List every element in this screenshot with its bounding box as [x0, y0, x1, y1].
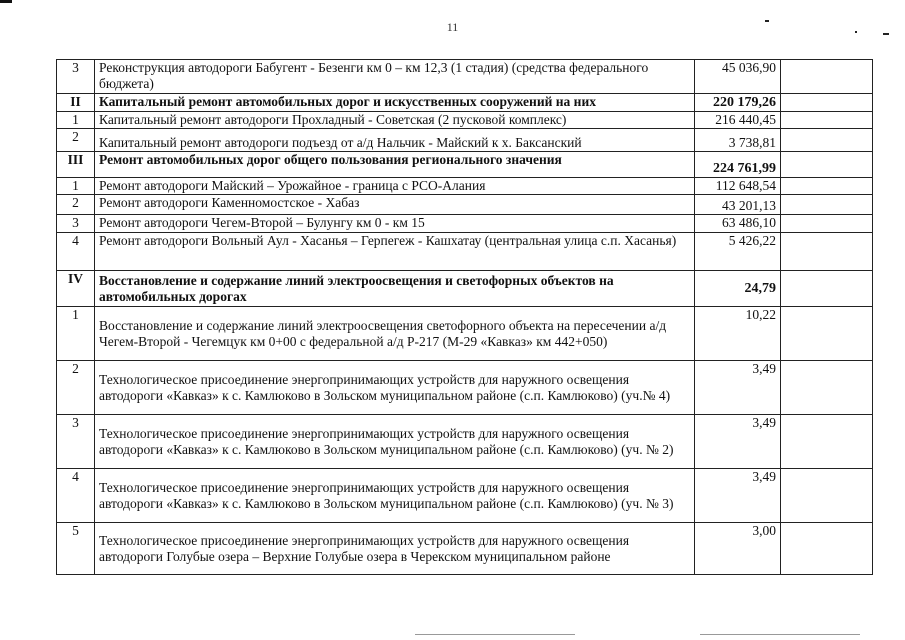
row-empty-cell	[781, 469, 873, 523]
row-amount: 3,49	[695, 469, 781, 523]
row-number: 1	[57, 178, 95, 195]
row-number: 1	[57, 112, 95, 129]
row-description: Ремонт автодороги Чегем-Второй – Булунгу км 0 - км 15	[95, 215, 695, 233]
row-empty-cell	[781, 94, 873, 112]
section-row	[57, 271, 873, 307]
row-empty-cell	[781, 195, 873, 215]
row-amount: 3 738,81	[695, 129, 781, 152]
row-description: Ремонт автодороги Каменномостское - Хабаз	[95, 195, 695, 215]
row-amount: 112 648,54	[695, 178, 781, 195]
section-title: Ремонт автомобильных дорог общего пользования регионального значения	[95, 152, 695, 178]
row-number: 4	[57, 233, 95, 271]
table-row	[57, 215, 873, 233]
row-empty-cell	[781, 215, 873, 233]
table-row	[57, 469, 873, 523]
section-row	[57, 94, 873, 112]
table-row	[57, 178, 873, 195]
budget-table	[56, 59, 873, 575]
row-number: 3	[57, 60, 95, 94]
section-row	[57, 152, 873, 178]
row-description: Технологическое присоединение энергопринимающих устройств для наружного освещения автодороги Голубые озера – Верхние Голубые озера в Черекском муниципальном районе	[95, 523, 695, 575]
section-number: IV	[57, 271, 95, 307]
row-number: 2	[57, 195, 95, 215]
section-number: III	[57, 152, 95, 178]
footer-scan-line	[700, 634, 860, 635]
row-description: Капитальный ремонт автодороги подъезд от а/д Нальчик - Майский к х. Баксанский	[95, 129, 695, 152]
row-empty-cell	[781, 60, 873, 94]
corner-scan-mark	[0, 0, 12, 3]
section-amount: 24,79	[695, 271, 781, 307]
row-number: 5	[57, 523, 95, 575]
row-amount: 3,00	[695, 523, 781, 575]
row-amount: 216 440,45	[695, 112, 781, 129]
row-empty-cell	[781, 307, 873, 361]
row-description: Технологическое присоединение энергопринимающих устройств для наружного освещения автодороги «Кавказ» к с. Камлюково в Зольском муниципальном районе (с.п. Камлюково) (уч. № 3)	[95, 469, 695, 523]
row-amount: 3,49	[695, 415, 781, 469]
row-description: Реконструкция автодороги Бабугент - Безенги км 0 – км 12,3 (1 стадия) (средства федерального бюджета)	[95, 60, 695, 94]
table-row	[57, 307, 873, 361]
row-description: Капитальный ремонт автодороги Прохладный - Советская (2 пусковой комплекс)	[95, 112, 695, 129]
footer-scan-line	[415, 634, 575, 635]
table-row	[57, 233, 873, 271]
row-empty-cell	[781, 361, 873, 415]
table-row	[57, 195, 873, 215]
row-number: 3	[57, 215, 95, 233]
section-title: Восстановление и содержание линий электроосвещения и светофорных объектов на автомобильных дорогах	[95, 271, 695, 307]
row-number: 4	[57, 469, 95, 523]
table-row	[57, 523, 873, 575]
row-empty-cell	[781, 152, 873, 178]
table-row	[57, 361, 873, 415]
section-amount: 224 761,99	[695, 152, 781, 178]
row-amount: 43 201,13	[695, 195, 781, 215]
table-row	[57, 129, 873, 152]
row-number: 3	[57, 415, 95, 469]
row-amount: 63 486,10	[695, 215, 781, 233]
row-description: Технологическое присоединение энергопринимающих устройств для наружного освещения автодороги «Кавказ» к с. Камлюково в Зольском муниципальном районе (с.п. Камлюково) (уч.№ 4)	[95, 361, 695, 415]
row-empty-cell	[781, 178, 873, 195]
row-empty-cell	[781, 233, 873, 271]
row-empty-cell	[781, 129, 873, 152]
row-amount: 5 426,22	[695, 233, 781, 271]
row-description: Технологическое присоединение энергопринимающих устройств для наружного освещения автодороги «Кавказ» к с. Камлюково в Зольском муниципальном районе (с.п. Камлюково) (уч. № 2)	[95, 415, 695, 469]
table-row	[57, 415, 873, 469]
row-number: 2	[57, 129, 95, 152]
row-empty-cell	[781, 271, 873, 307]
row-description: Ремонт автодороги Майский – Урожайное - граница с РСО-Алания	[95, 178, 695, 195]
row-amount: 10,22	[695, 307, 781, 361]
page-number: 11	[446, 20, 459, 34]
row-empty-cell	[781, 523, 873, 575]
row-description: Восстановление и содержание линий электроосвещения светофорного объекта на пересечении а/д Чегем-Второй - Чегемцук км 0+00 с федеральной а/д Р-217 (М-29 «Кавказ» км 442+050)	[95, 307, 695, 361]
row-number: 1	[57, 307, 95, 361]
section-amount: 220 179,26	[695, 94, 781, 112]
table-row	[57, 112, 873, 129]
row-empty-cell	[781, 112, 873, 129]
section-number: II	[57, 94, 95, 112]
row-empty-cell	[781, 415, 873, 469]
table-row	[57, 60, 873, 94]
row-amount: 3,49	[695, 361, 781, 415]
row-description: Ремонт автодороги Вольный Аул - Хасанья – Герпегеж - Кашхатау (центральная улица с.п. Хасанья)	[95, 233, 695, 271]
section-title: Капитальный ремонт автомобильных дорог и искусственных сооружений на них	[95, 94, 695, 112]
row-amount: 45 036,90	[695, 60, 781, 94]
row-number: 2	[57, 361, 95, 415]
